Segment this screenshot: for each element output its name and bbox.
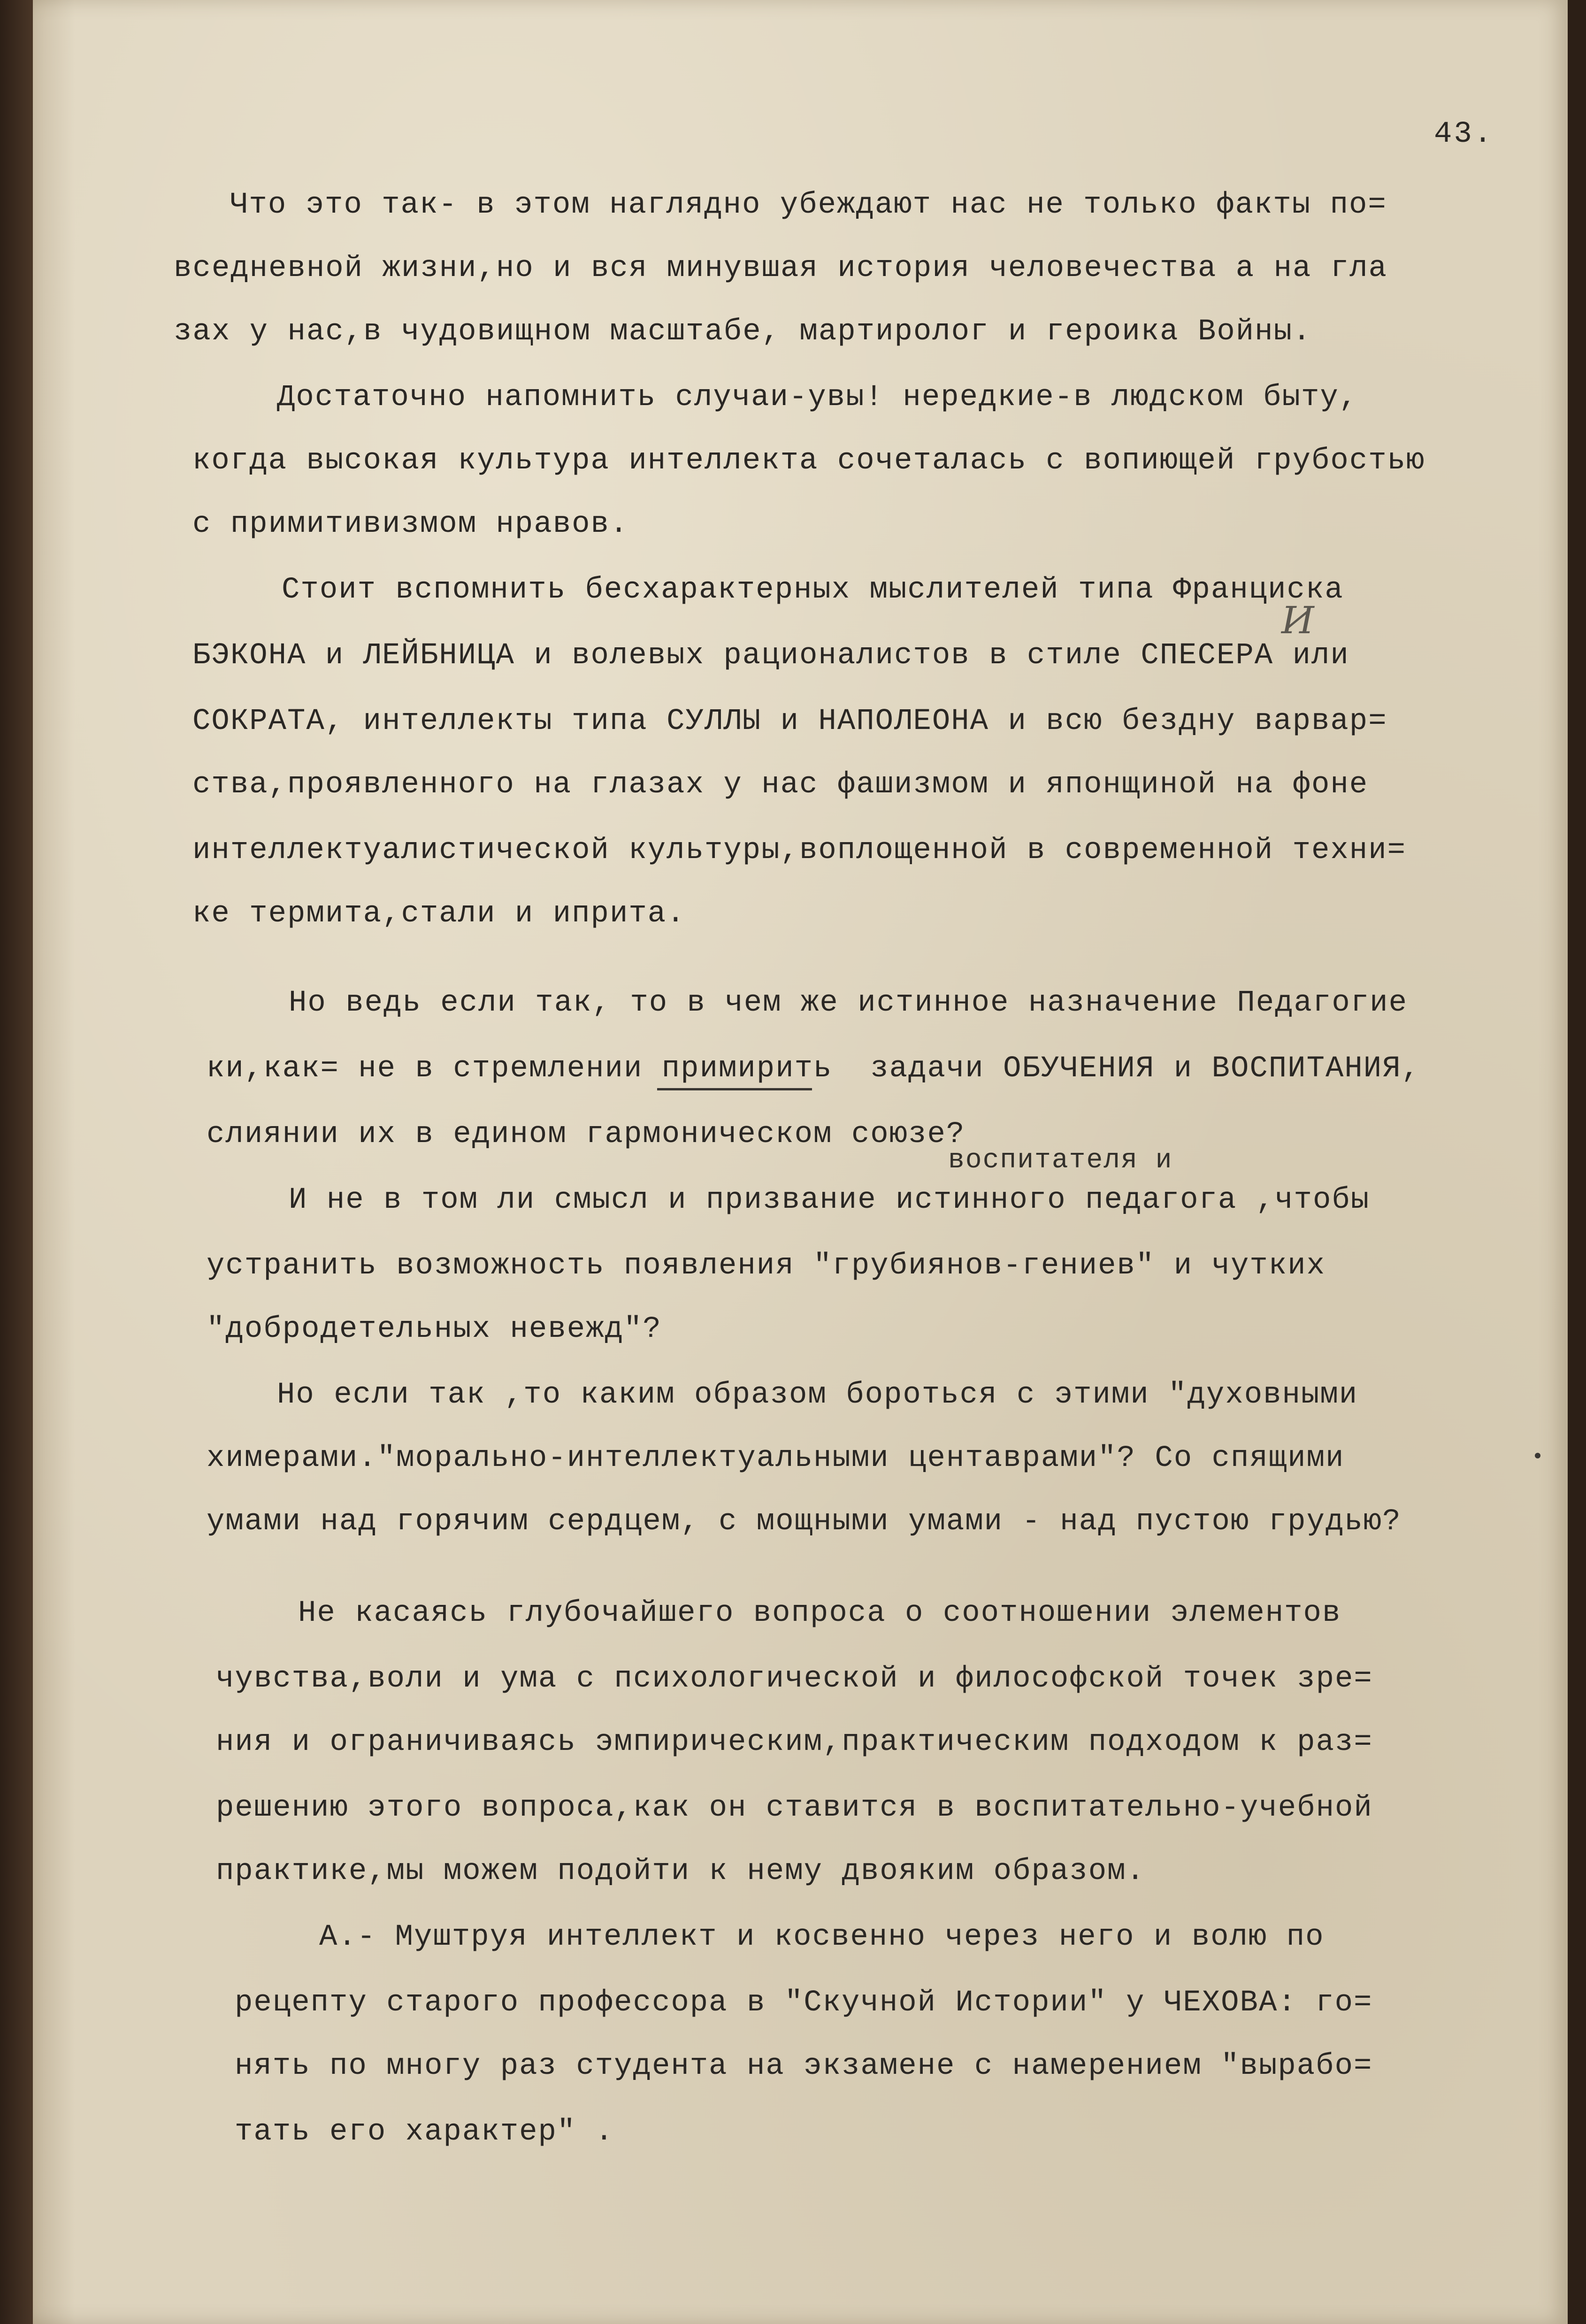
text-line: Но ведь если так, то в чем же истинное назначение Педагогие [289,986,1408,1020]
text-line: чувства,воли и ума с психологической и философской точек зре= [216,1662,1373,1696]
text-line: устранить возможность появления "грубиянов-гениев" и чутких [207,1249,1325,1283]
text-line: нять по многу раз студента на экзамене с намерением "вырабо= [235,2049,1373,2083]
text-line: химерами."морально-интеллектуальными центаврами"? Со спящими [207,1442,1345,1475]
text-line: с примитивизмом нравов. [192,507,629,541]
text-line: когда высокая культура интеллекта сочеталась с вопиющей грубостью [192,444,1425,478]
text-line: Что это так- в этом наглядно убеждают нас не только факты по= [230,188,1387,222]
text-line: "добродетельных невежд"? [207,1312,662,1346]
text-line: практике,мы можем подойти к нему двояким образом. [216,1855,1145,1888]
document-page [33,0,1568,2324]
page-number: 43. [1434,117,1494,151]
text-line: интеллектуалистической культуры,воплощенной в современной техни= [192,834,1406,867]
handwritten-underline [657,1088,812,1090]
text-line: вседневной жизни,но и вся минувшая история человечества а на гла [174,252,1387,285]
text-line: Стоит вспомнить бесхарактерных мыслителей типа Франциска [282,573,1344,607]
text-line: слиянии их в едином гармоническом союзе? [207,1118,965,1151]
text-line: А.- Муштруя интеллект и косвенно через него и волю по [319,1920,1325,1954]
text-line: СОКРАТА, интеллекты типа СУЛЛЫ и НАПОЛЕОНА и всю бездну варвар= [192,705,1387,738]
text-line: ства,проявленного на глазах у нас фашизмом и японщиной на фоне [192,768,1369,802]
text-line: И не в том ли смысл и призвание истинного педагога ,чтобы [289,1183,1370,1217]
text-line: тать его характер" . [235,2115,614,2149]
text-line: Но если так ,то каким образом бороться с этими "духовными [277,1378,1358,1412]
text-line: умами над горячим сердцем, с мощными умами - над пустою грудью? [207,1505,1402,1539]
text-line: ния и ограничиваясь эмпирическим,практическим подходом к раз= [216,1726,1373,1759]
text-line: Достаточно напомнить случаи-увы! нередкие-в людском быту, [277,381,1358,414]
ink-dot [1535,1453,1540,1458]
text-line: ки,как= не в стремлении примирить задачи ОБУЧЕНИЯ и ВОСПИТАНИЯ, [207,1052,1420,1086]
text-line: БЭКОНА и ЛЕЙБНИЦА и волевых рационалистов в стиле СПЕСЕРА или [192,639,1349,673]
inserted-text: воспитателя и [948,1145,1173,1176]
pencil-correction-mark: И [1281,598,1314,642]
text-line: решению этого вопроса,как он ставится в воспитательно-учебной [216,1791,1373,1825]
text-line: ке термита,стали и иприта. [192,897,686,931]
text-line: Не касаясь глубочайшего вопроса о соотношении элементов [298,1596,1341,1630]
text-line: зах у нас,в чудовищном масштабе, мартиролог и героика Войны. [174,315,1312,349]
text-line: рецепту старого профессора в "Скучной Истории" у ЧЕХОВА: го= [235,1986,1373,2020]
